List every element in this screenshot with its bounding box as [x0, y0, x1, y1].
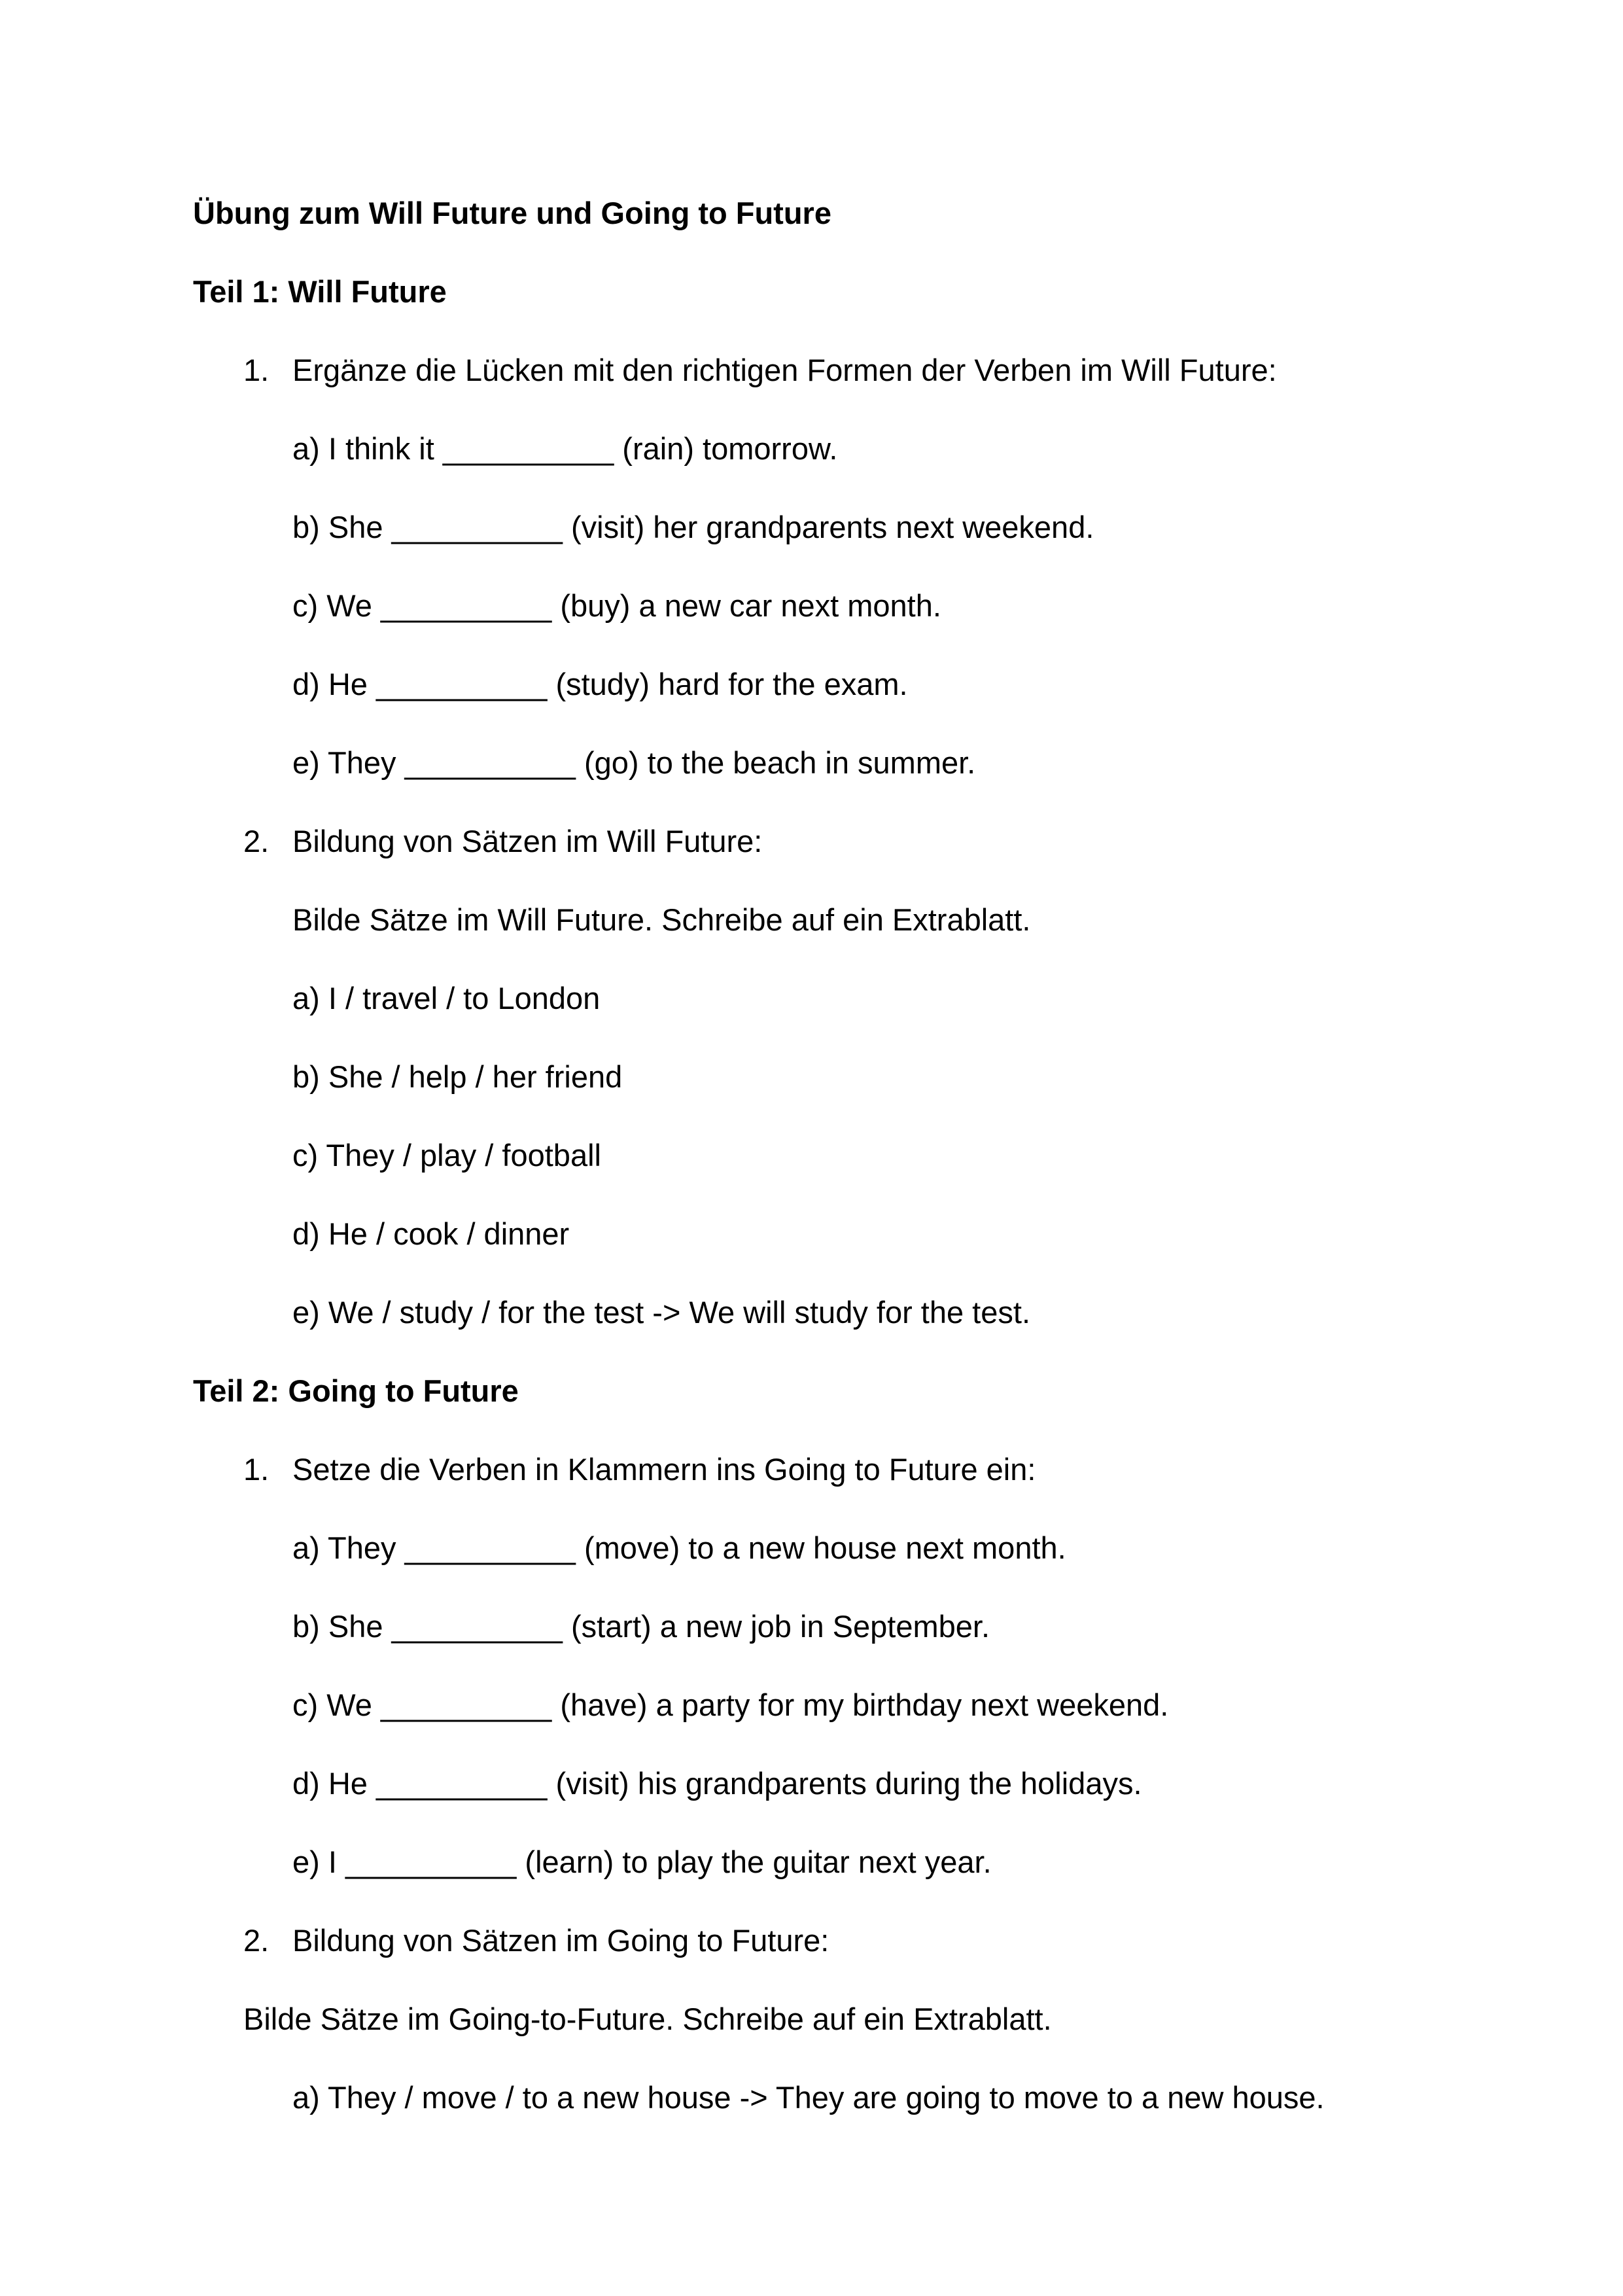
- part1-task1-instruction: Ergänze die Lücken mit den richtigen Formen der Verben im Will Future:: [292, 353, 1277, 387]
- part2-task1-item-a: a) They __________ (move) to a new house next month.: [292, 1530, 1066, 1565]
- part2-task1-number: 1.: [243, 1452, 270, 1487]
- part2-task2-instruction: Bildung von Sätzen im Going to Future:: [292, 1923, 829, 1958]
- part2-task2-number: 2.: [243, 1923, 270, 1958]
- part1-task2-number: 2.: [243, 824, 270, 858]
- part2-task2-item-a: a) They / move / to a new house -> They are going to move to a new house.: [292, 2080, 1325, 2115]
- part1-task1-number: 1.: [243, 353, 270, 387]
- part2-task1-item-b: b) She __________ (start) a new job in September.: [292, 1609, 990, 1644]
- part2-task1-item-e: e) I __________ (learn) to play the guitar next year.: [292, 1845, 992, 1879]
- part2-task2-subinstruction: Bilde Sätze im Going-to-Future. Schreibe auf ein Extrablatt.: [243, 2002, 1052, 2036]
- document-title: Übung zum Will Future und Going to Future: [193, 196, 831, 230]
- part1-task1-item-c: c) We __________ (buy) a new car next month.: [292, 588, 941, 623]
- part2-task1-item-d: d) He __________ (visit) his grandparents during the holidays.: [292, 1766, 1142, 1801]
- part1-task1-item-e: e) They __________ (go) to the beach in summer.: [292, 745, 976, 780]
- part1-task1-item-b: b) She __________ (visit) her grandparents next weekend.: [292, 510, 1094, 544]
- part1-task1-item-d: d) He __________ (study) hard for the exam.: [292, 667, 908, 701]
- part1-task2-instruction: Bildung von Sätzen im Will Future:: [292, 824, 763, 858]
- part1-task2-item-e: e) We / study / for the test -> We will study for the test.: [292, 1295, 1030, 1330]
- part1-task1-item-a: a) I think it __________ (rain) tomorrow.: [292, 431, 838, 466]
- part2-task1-instruction: Setze die Verben in Klammern ins Going to Future ein:: [292, 1452, 1036, 1487]
- part1-task2-subinstruction: Bilde Sätze im Will Future. Schreibe auf ein Extrablatt.: [292, 902, 1031, 937]
- part1-task2-item-c: c) They / play / football: [292, 1138, 601, 1173]
- part1-task2-item-b: b) She / help / her friend: [292, 1059, 623, 1094]
- part1-task2-item-d: d) He / cook / dinner: [292, 1216, 570, 1251]
- part2-task1-item-c: c) We __________ (have) a party for my birthday next weekend.: [292, 1687, 1169, 1722]
- part1-heading: Teil 1: Will Future: [193, 274, 447, 309]
- part1-task2-item-a: a) I / travel / to London: [292, 981, 601, 1016]
- part2-heading: Teil 2: Going to Future: [193, 1373, 519, 1408]
